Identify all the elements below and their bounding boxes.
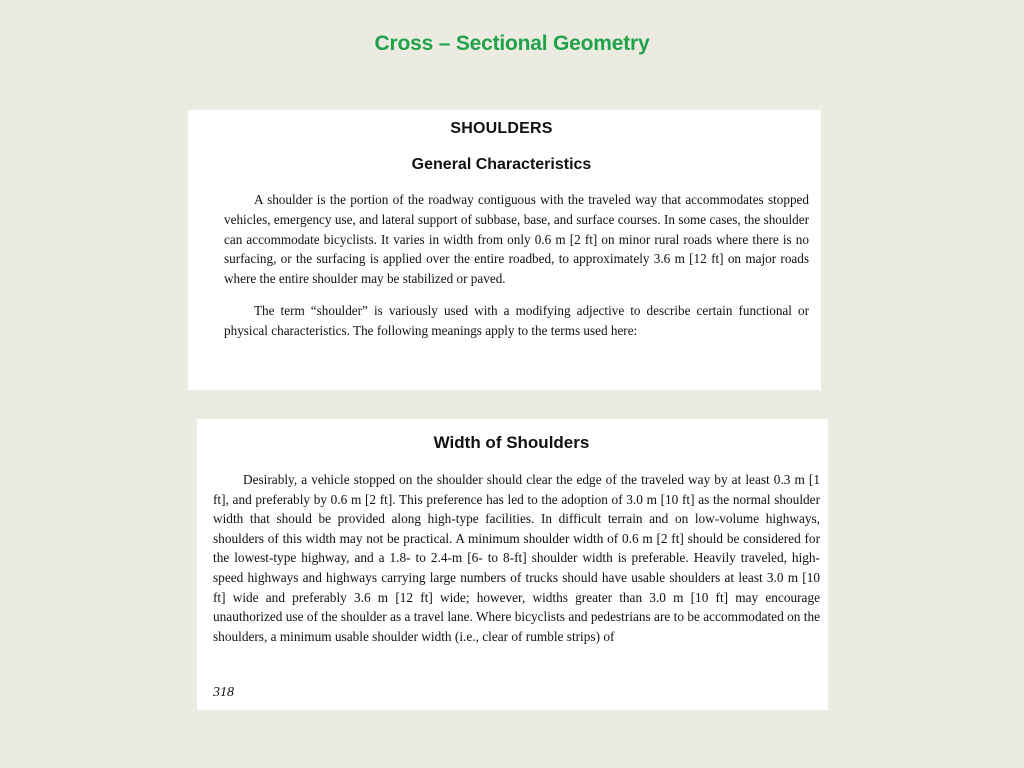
subsection-heading-general-characteristics: General Characteristics xyxy=(411,156,592,173)
section-heading-width-of-shoulders: Width of Shoulders xyxy=(433,433,590,452)
slide-title: Cross – Sectional Geometry xyxy=(374,32,650,55)
paragraph-shoulder-width: Desirably, a vehicle stopped on the shoulder should clear the edge of the traveled way by at least 0.3 m [1 ft], and preferably by 0.6 m [2 ft]. This preference has led to the adoption of 3.0 m [10 ft] as the normal shoulder width that should be provided along high-type facilities. In difficult terrain and on low-volume highways, shoulders of this width may not be practical. A minimum shoulder width of 0.6 m [2 ft] should be considered for the lowest-type highway, and a 1.8- to 2.4-m [6- to 8-ft] shoulder width is preferable. Heavily traveled, high-speed highways and highways carrying large numbers of trucks should have usable shoulders at least 3.0 m [10 ft] wide and preferably 3.6 m [12 ft] wide; however, widths greater than 3.0 m [10 ft] may encourage unauthorized use of the shoulder as a travel lane. Where bicyclists and pedestrians are to be accommodated on the shoulders, a minimum usable shoulder width (i.e., clear of rumble strips) of xyxy=(213,472,820,644)
page-number: 318 xyxy=(213,685,234,700)
paragraph-shoulder-definition: A shoulder is the portion of the roadway contiguous with the traveled way that accommodates stopped vehicles, emergency use, and lateral support of subbase, base, and surface courses. In some cases, the shoulder can accommodate bicyclists. It varies in width from only 0.6 m [2 ft] on minor rural roads where there is no surfacing, or the surfacing is applied over the entire roadbed, to approximately 3.6 m [12 ft] on major roads where the entire shoulder may be stabilized or paved. xyxy=(224,192,809,287)
section-heading-shoulders: SHOULDERS xyxy=(450,120,553,137)
scanned-excerpt-general-characteristics xyxy=(188,110,821,390)
paragraph-shoulder-term: The term “shoulder” is variously used with a modifying adjective to describe certain functional or physical characteristics. The following meanings apply to the terms used here: xyxy=(224,302,809,338)
scanned-excerpt-width-of-shoulders xyxy=(197,419,828,710)
